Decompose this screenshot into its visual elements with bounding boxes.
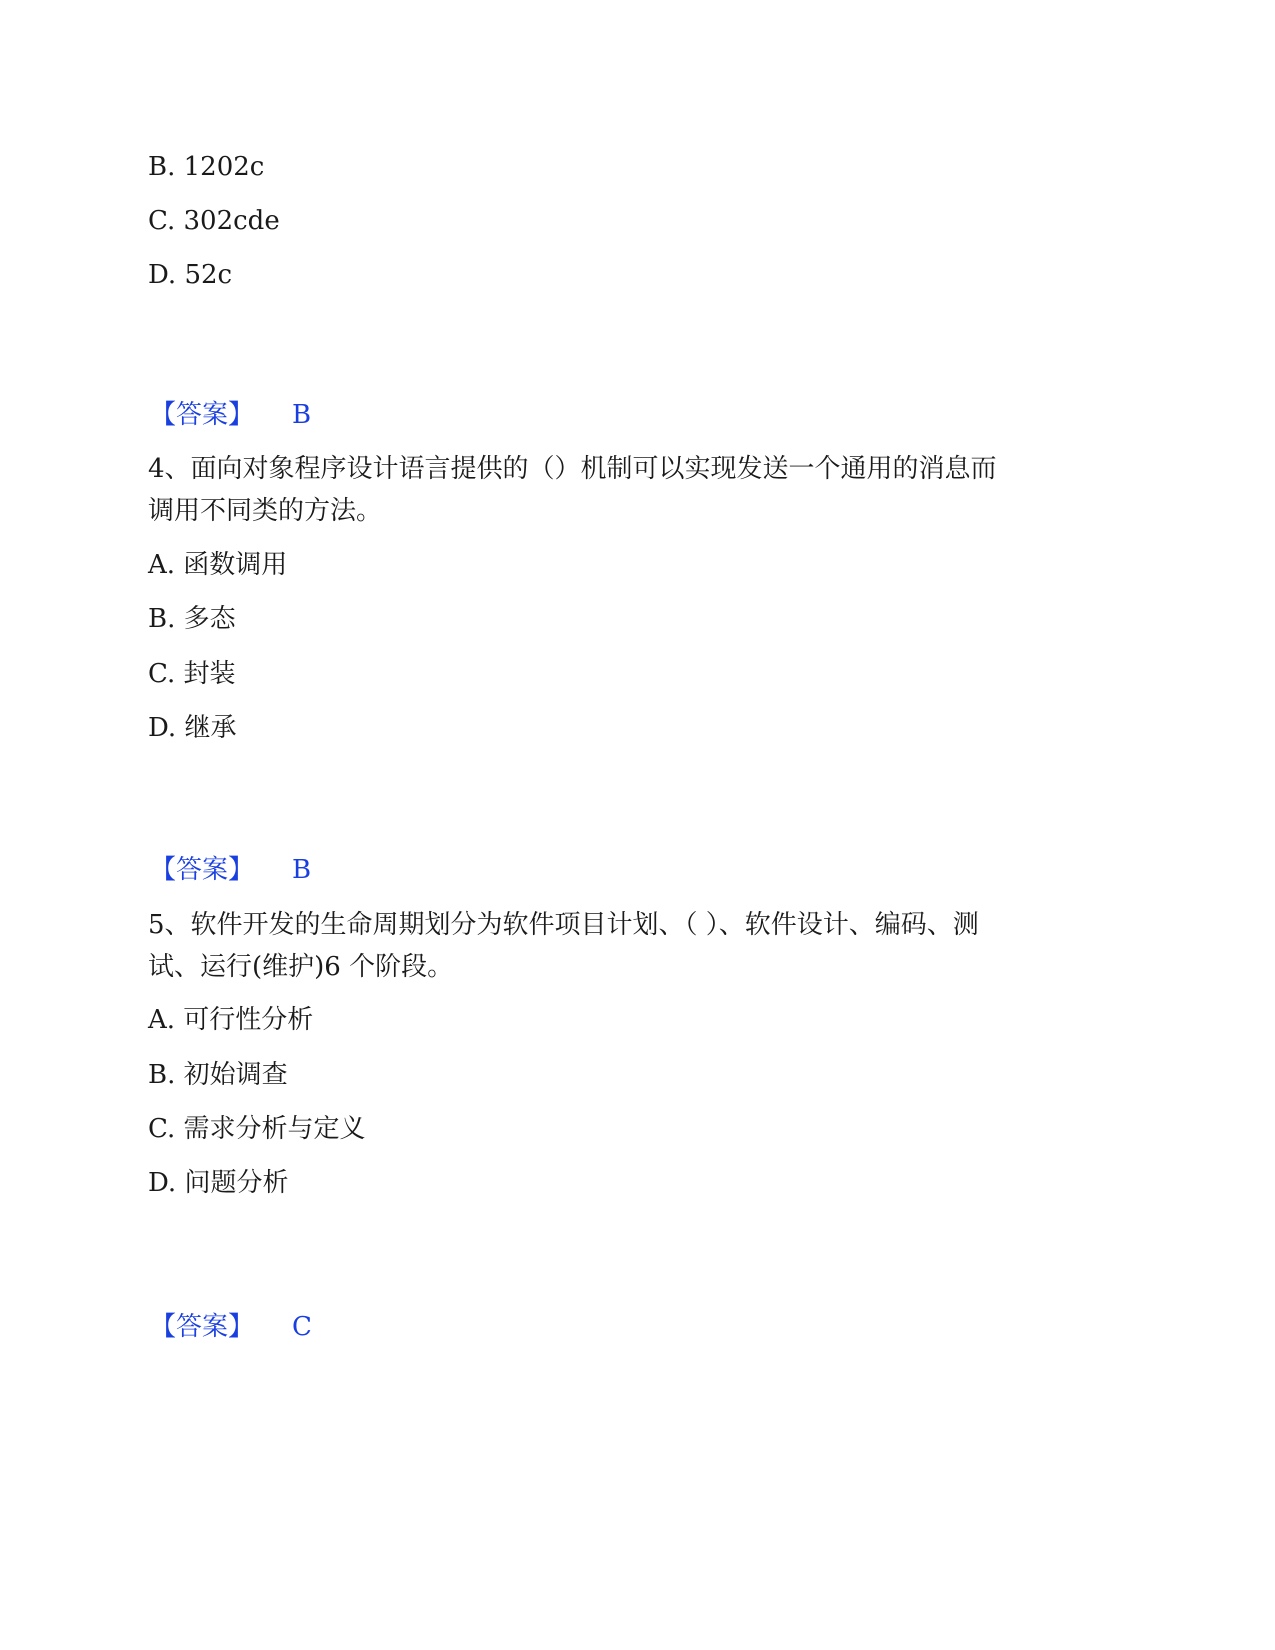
option-c: C. 需求分析与定义 <box>148 1114 366 1144</box>
answer-label: 【答案】 <box>150 400 255 430</box>
option-d: D. 问题分析 <box>148 1168 289 1198</box>
answer-label: 【答案】 <box>150 855 255 885</box>
option-b: B. 1202c <box>148 152 265 182</box>
answer-value: C <box>292 1312 312 1342</box>
answer-label: 【答案】 <box>150 1312 255 1342</box>
option-d: D. 52c <box>148 260 233 290</box>
option-c: C. 封装 <box>148 659 236 689</box>
option-a: A. 函数调用 <box>148 550 288 580</box>
answer-value: B <box>292 855 312 885</box>
question-stem-continued: 试、运行(维护)6 个阶段。 <box>148 952 454 982</box>
question-stem: 5、软件开发的生命周期划分为软件项目计划、（ ）、软件设计、编码、测 <box>148 910 979 940</box>
option-b: B. 初始调查 <box>148 1060 288 1090</box>
answer-value: B <box>292 400 312 430</box>
answer-row <box>150 1310 312 1344</box>
option-a: A. 可行性分析 <box>148 1005 314 1035</box>
option-c: C. 302cde <box>148 206 280 236</box>
question-stem: 4、面向对象程序设计语言提供的（）机制可以实现发送一个通用的消息而 <box>148 454 997 484</box>
option-b: B. 多态 <box>148 604 236 634</box>
answer-row <box>150 853 311 887</box>
answer-row <box>150 398 311 432</box>
question-stem-continued: 调用不同类的方法。 <box>148 496 383 526</box>
option-d: D. 继承 <box>148 713 237 743</box>
